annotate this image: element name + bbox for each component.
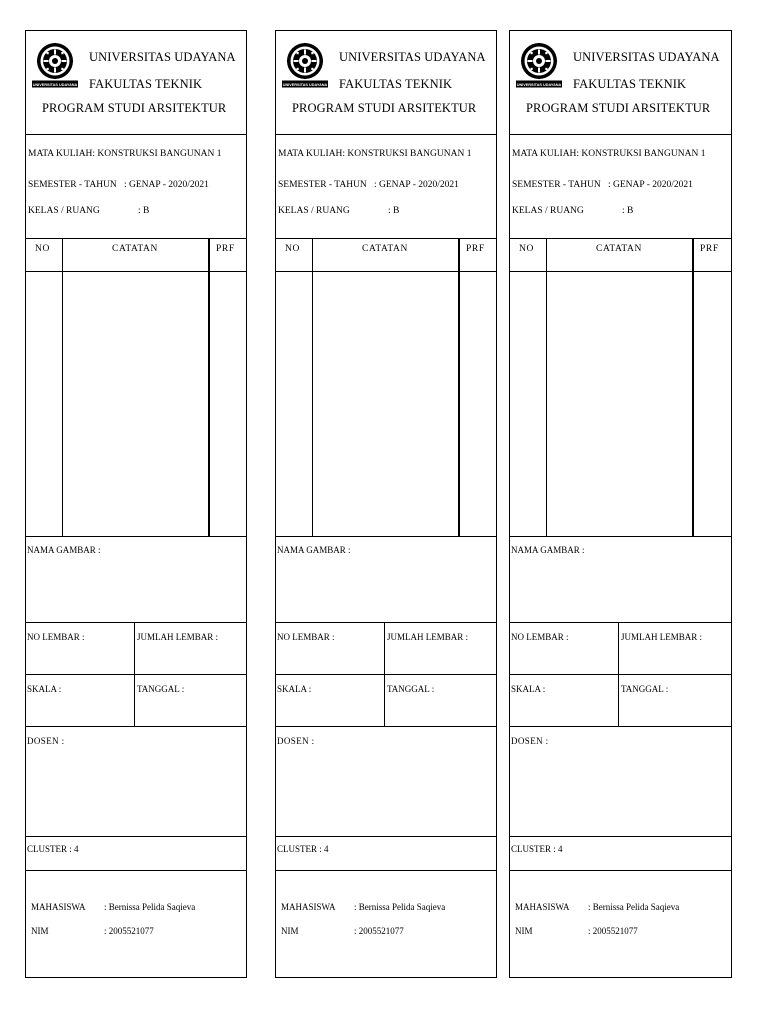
sheet-section [510, 623, 731, 675]
semester-label: SEMESTER - TAHUN [28, 180, 117, 190]
scale-date-section [26, 675, 246, 727]
course-info-section [510, 135, 731, 239]
column-no: NO [285, 244, 300, 254]
scale-date-section [510, 675, 731, 727]
column-prf: PRF [216, 244, 235, 254]
column-no: NO [35, 244, 50, 254]
column-no: NO [519, 244, 534, 254]
student-nim-label: NIM [281, 926, 299, 936]
semester-label: SEMESTER - TAHUN [512, 180, 601, 190]
student-name-value: : Bernissa Pelida Saqieva [104, 902, 196, 912]
semester-label: SEMESTER - TAHUN [278, 180, 367, 190]
cluster-section [510, 837, 731, 871]
drawing-name-label: NAMA GAMBAR : [277, 545, 351, 555]
course-name: MATA KULIAH: KONSTRUKSI BANGUNAN 1 [28, 149, 222, 159]
sheet-count-label: JUMLAH LEMBAR : [387, 632, 469, 642]
notes-table-body [276, 272, 496, 537]
cell-divider [618, 623, 619, 727]
course-name: MATA KULIAH: KONSTRUKSI BANGUNAN 1 [278, 149, 472, 159]
column-notes: CATATAN [362, 244, 408, 254]
logo-caption: UNIVERSITAS UDAYANA [282, 82, 328, 87]
table-divider [312, 239, 313, 537]
class-value: : B [622, 206, 634, 216]
cell-divider [384, 623, 385, 727]
header-section [276, 31, 496, 135]
student-nim-label: NIM [515, 926, 533, 936]
university-logo-icon [516, 41, 562, 89]
semester-value: : GENAP - 2020/2021 [608, 180, 693, 190]
date-label: TANGGAL : [621, 684, 669, 694]
student-name-value: : Bernissa Pelida Saqieva [354, 902, 446, 912]
cluster-label: CLUSTER : 4 [277, 844, 329, 854]
logo-caption: UNIVERSITAS UDAYANA [516, 82, 562, 87]
university-name: UNIVERSITAS UDAYANA [339, 50, 486, 64]
drawing-name-section [510, 537, 731, 623]
student-nim-value: : 2005521077 [588, 926, 638, 936]
class-label: KELAS / RUANG [512, 206, 584, 216]
faculty-name: FAKULTAS TEKNIK [89, 77, 203, 91]
course-info-section [26, 135, 246, 239]
lecturer-label: DOSEN : [511, 736, 549, 746]
logo-caption: UNIVERSITAS UDAYANA [32, 82, 78, 87]
scale-label: SKALA : [277, 684, 312, 694]
semester-value: : GENAP - 2020/2021 [374, 180, 459, 190]
cell-divider [134, 623, 135, 727]
student-name-label: MAHASISWA [515, 902, 570, 912]
sheet-no-label: NO LEMBAR : [27, 632, 85, 642]
student-nim-value: : 2005521077 [104, 926, 154, 936]
column-notes: CATATAN [112, 244, 158, 254]
drawing-name-section [26, 537, 246, 623]
class-label: KELAS / RUANG [28, 206, 100, 216]
university-logo-icon [282, 41, 328, 89]
scale-label: SKALA : [511, 684, 546, 694]
sheet-no-label: NO LEMBAR : [277, 632, 335, 642]
student-nim-label: NIM [31, 926, 49, 936]
title-block-card [25, 30, 247, 978]
header-section [26, 31, 246, 135]
column-prf: PRF [466, 244, 485, 254]
date-label: TANGGAL : [137, 684, 185, 694]
table-divider [458, 239, 460, 537]
notes-table-body [26, 272, 246, 537]
faculty-name: FAKULTAS TEKNIK [573, 77, 687, 91]
header-section [510, 31, 731, 135]
lecturer-label: DOSEN : [277, 736, 315, 746]
sheet-section [276, 623, 496, 675]
sheet-count-label: JUMLAH LEMBAR : [137, 632, 219, 642]
title-block-card [275, 30, 497, 978]
course-info-section [276, 135, 496, 239]
table-divider [208, 239, 210, 537]
title-block-card [509, 30, 732, 978]
class-value: : B [138, 206, 150, 216]
cluster-section [26, 837, 246, 871]
university-logo-icon [32, 41, 78, 89]
faculty-name: FAKULTAS TEKNIK [339, 77, 453, 91]
student-name-value: : Bernissa Pelida Saqieva [588, 902, 680, 912]
lecturer-section [26, 727, 246, 837]
sheet-section [26, 623, 246, 675]
sheet-count-label: JUMLAH LEMBAR : [621, 632, 703, 642]
lecturer-section [510, 727, 731, 837]
table-divider [62, 239, 63, 537]
column-prf: PRF [700, 244, 719, 254]
cluster-label: CLUSTER : 4 [511, 844, 563, 854]
sheet-no-label: NO LEMBAR : [511, 632, 569, 642]
lecturer-label: DOSEN : [27, 736, 65, 746]
drawing-name-label: NAMA GAMBAR : [27, 545, 101, 555]
scale-date-section [276, 675, 496, 727]
semester-value: : GENAP - 2020/2021 [124, 180, 209, 190]
date-label: TANGGAL : [387, 684, 435, 694]
student-nim-value: : 2005521077 [354, 926, 404, 936]
drawing-name-section [276, 537, 496, 623]
table-divider [546, 239, 547, 537]
class-value: : B [388, 206, 400, 216]
university-name: UNIVERSITAS UDAYANA [573, 50, 720, 64]
cluster-label: CLUSTER : 4 [27, 844, 79, 854]
drawing-name-label: NAMA GAMBAR : [511, 545, 585, 555]
course-name: MATA KULIAH: KONSTRUKSI BANGUNAN 1 [512, 149, 706, 159]
university-name: UNIVERSITAS UDAYANA [89, 50, 236, 64]
lecturer-section [276, 727, 496, 837]
notes-table-body [510, 272, 731, 537]
table-divider [692, 239, 694, 537]
student-name-label: MAHASISWA [31, 902, 86, 912]
program-name: PROGRAM STUDI ARSITEKTUR [292, 101, 477, 115]
student-name-label: MAHASISWA [281, 902, 336, 912]
scale-label: SKALA : [27, 684, 62, 694]
class-label: KELAS / RUANG [278, 206, 350, 216]
cluster-section [276, 837, 496, 871]
column-notes: CATATAN [596, 244, 642, 254]
program-name: PROGRAM STUDI ARSITEKTUR [42, 101, 227, 115]
program-name: PROGRAM STUDI ARSITEKTUR [526, 101, 711, 115]
